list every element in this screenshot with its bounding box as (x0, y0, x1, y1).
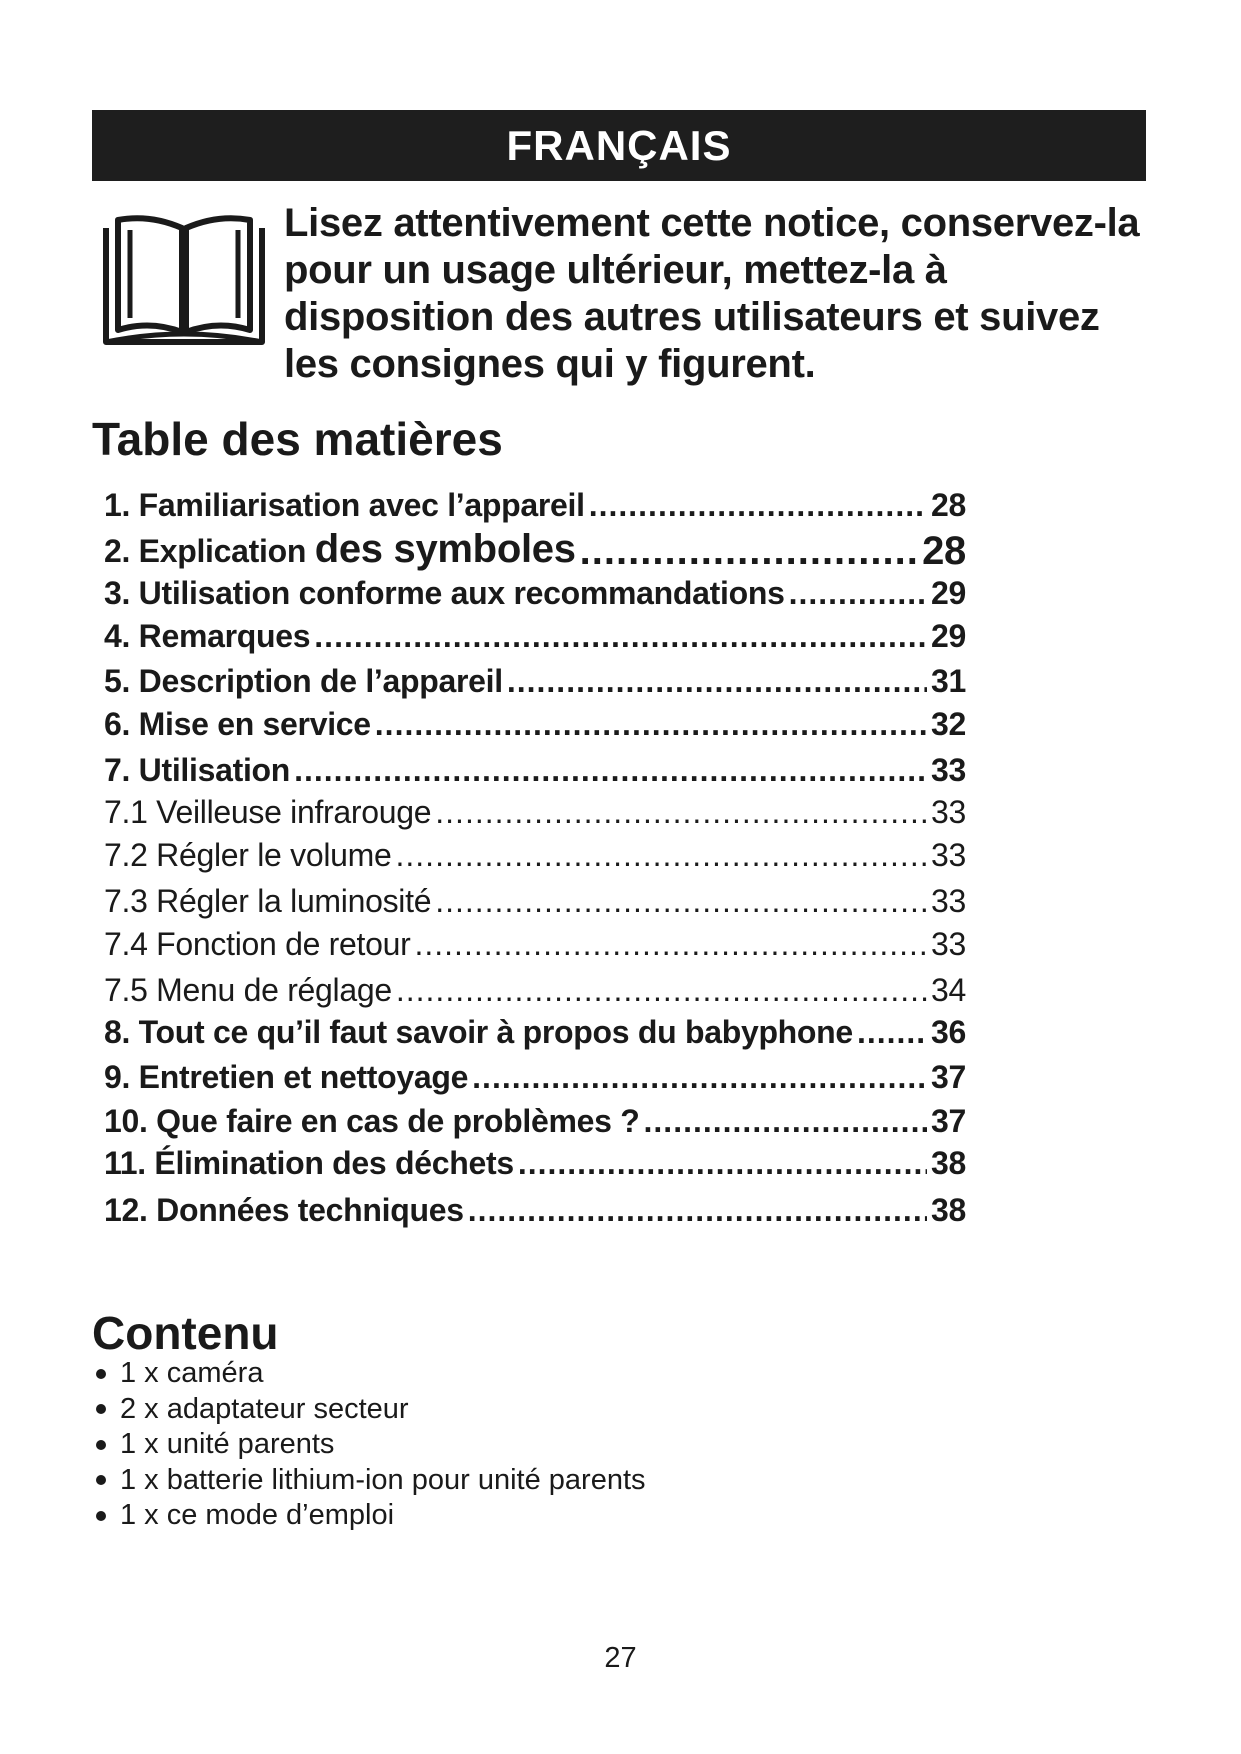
toc-entry-7-4[interactable] (104, 923, 966, 965)
toc-page-number: 33 (931, 794, 966, 830)
toc-entry-title: 4. Remarques (104, 618, 311, 654)
toc-entry-title: 3. Utilisation conforme aux recommandations (104, 575, 785, 611)
toc-entry-7-5[interactable] (104, 969, 966, 1011)
page-number: 27 (604, 1642, 637, 1674)
package-contents-list (92, 1356, 646, 1534)
toc-entry-8[interactable] (104, 1011, 966, 1053)
toc-dot-leader (789, 572, 927, 614)
toc-page-number: 33 (931, 837, 966, 873)
toc-dot-leader (314, 615, 927, 657)
intro-text: Lisez attentivement cette notice, conservez-la pour un usage ultérieur, mettez-la à disposition des autres utilisateurs et suivez les consignes qui y figurent. (284, 201, 1140, 386)
toc-entry-7-3[interactable] (104, 880, 966, 922)
toc-page-number: 37 (931, 1103, 966, 1139)
toc-page-number: 38 (931, 1192, 966, 1228)
open-book-icon (102, 208, 266, 348)
toc-page-number: 29 (931, 618, 966, 654)
toc-entry-title (104, 528, 576, 572)
bullet-icon (96, 1404, 106, 1414)
toc-dot-leader (396, 834, 928, 876)
bullet-icon (96, 1511, 106, 1521)
toc-page-number: 38 (931, 1145, 966, 1181)
toc-entry-3[interactable] (104, 572, 966, 614)
list-item (92, 1392, 646, 1428)
list-item-text: 2 x adaptateur secteur (120, 1392, 409, 1425)
toc-dot-leader (294, 749, 927, 791)
toc-entry-title: 1. Familiarisation avec l’appareil (104, 487, 585, 523)
toc-entry-2[interactable] (104, 527, 966, 573)
toc-dot-leader (518, 1142, 927, 1184)
toc-entry-title: 7.1 Veilleuse infrarouge (104, 794, 432, 830)
toc-entry-title: 10. Que faire en cas de problèmes ? (104, 1103, 640, 1139)
toc-entry-9[interactable] (104, 1056, 966, 1098)
toc-heading: Table des matières (92, 413, 503, 465)
toc-entry-title: 7.4 Fonction de retour (104, 926, 411, 962)
toc-entry-title: 6. Mise en service (104, 706, 371, 742)
list-item-text: 1 x batterie lithium-ion pour unité parents (120, 1463, 646, 1496)
toc-entry-title: 11. Élimination des déchets (104, 1145, 514, 1181)
toc-page-number: 37 (931, 1059, 966, 1095)
list-item (92, 1356, 646, 1392)
toc-dot-leader (472, 1056, 927, 1098)
toc-dot-leader (375, 703, 927, 745)
toc-dot-leader (580, 530, 918, 572)
bullet-icon (96, 1369, 106, 1379)
toc-dot-leader (857, 1011, 927, 1053)
toc-entry-title: 12. Données techniques (104, 1192, 464, 1228)
toc-dot-leader (435, 880, 927, 922)
toc-entry-7[interactable] (104, 749, 966, 791)
toc-entry-title: 7.5 Menu de réglage (104, 972, 392, 1008)
toc-entry-title: 8. Tout ce qu’il faut savoir à propos du babyphone (104, 1014, 853, 1050)
toc-entry-title: 7.2 Régler le volume (104, 837, 392, 873)
toc-page-number: 33 (931, 752, 966, 788)
toc-dot-leader (396, 969, 927, 1011)
toc-entry-title: 5. Description de l’appareil (104, 663, 503, 699)
list-item-text: 1 x caméra (120, 1357, 264, 1389)
toc-page-number: 33 (931, 883, 966, 919)
toc-page-number: 28 (922, 529, 966, 573)
toc-entry-title: 7. Utilisation (104, 752, 291, 788)
list-item-text: 1 x ce mode d’emploi (120, 1499, 395, 1531)
contents-heading: Contenu (92, 1307, 279, 1359)
toc-entry-7-1[interactable] (104, 791, 966, 833)
list-item (92, 1463, 646, 1499)
bullet-icon (96, 1475, 106, 1485)
toc-entry-7-2[interactable] (104, 834, 966, 876)
toc-page-number: 31 (931, 663, 966, 699)
toc-entry-6[interactable] (104, 703, 966, 745)
toc-entry-12[interactable] (104, 1189, 966, 1231)
toc-entry-11[interactable] (104, 1142, 966, 1184)
toc-entry-title: 9. Entretien et nettoyage (104, 1059, 469, 1095)
toc-page-number: 32 (931, 706, 966, 742)
toc-dot-leader (589, 484, 927, 526)
toc-page-number: 33 (931, 926, 966, 962)
toc-dot-leader (644, 1100, 927, 1142)
toc-entry-10[interactable] (104, 1100, 966, 1142)
language-banner (92, 110, 1146, 181)
bullet-icon (96, 1440, 106, 1450)
toc-entry-5[interactable] (104, 660, 966, 702)
list-item-text: 1 x unité parents (120, 1428, 335, 1460)
toc-entry-title-prefix: 2. Explication (104, 533, 307, 569)
toc-dot-leader (507, 660, 927, 702)
list-item (92, 1427, 646, 1463)
toc-dot-leader (435, 791, 927, 833)
toc-page-number: 28 (931, 487, 966, 523)
toc-page-number: 34 (931, 972, 966, 1008)
language-title: FRANÇAIS (506, 121, 732, 169)
toc-dot-leader (468, 1189, 927, 1231)
toc-entry-title: 7.3 Régler la luminosité (104, 883, 432, 919)
toc-entry-4[interactable] (104, 615, 966, 657)
toc-page-number: 36 (931, 1014, 966, 1050)
list-item (92, 1498, 646, 1534)
toc-entry-title-suffix: des symboles (314, 527, 576, 571)
toc-entry-1[interactable] (104, 484, 966, 526)
toc-dot-leader (414, 923, 927, 965)
toc-page-number: 29 (931, 575, 966, 611)
